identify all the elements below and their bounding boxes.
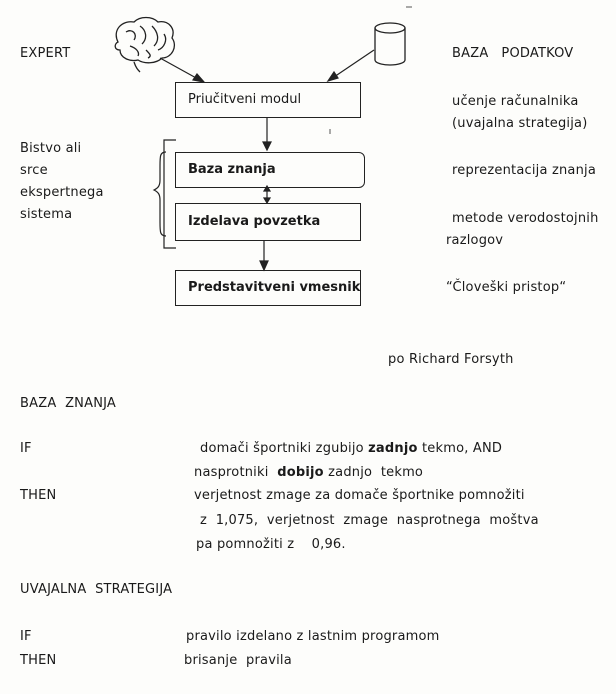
- arrow-expert-to-module: [160, 58, 198, 79]
- then-keyword-2: THEN: [20, 653, 57, 668]
- database-label: BAZA PODATKOV: [452, 46, 574, 61]
- brain-icon: [115, 18, 174, 73]
- if-keyword-2: IF: [20, 629, 32, 644]
- presentation-interface-box: Predstavitveni vmesnik: [175, 270, 361, 306]
- database-cylinder-icon: [375, 23, 405, 65]
- section-title-knowledge-base: BAZA ZNANJA: [20, 396, 117, 411]
- note-learning-2: (uvajalna strategija): [452, 116, 588, 131]
- note-learning-1: učenje računalnika: [452, 94, 579, 109]
- arrow-database-to-module: [334, 50, 374, 77]
- if-keyword: IF: [20, 441, 32, 456]
- knowledge-base-box: Baza znanja: [175, 152, 365, 188]
- section-title-learning-strategy: UVAJALNA STRATEGIJA: [20, 582, 173, 597]
- then-keyword: THEN: [20, 488, 57, 503]
- then-action-line-1: verjetnost zmage za domače športnike pomnožiti: [194, 488, 525, 503]
- then-action-2: brisanje pravila: [184, 653, 292, 668]
- left-label-3: ekspertnega: [20, 185, 104, 200]
- if-condition-2: pravilo izdelano z lastnim programom: [186, 629, 440, 644]
- then-action-line-2: z 1,075, verjetnost zmage nasprotnega moštva: [200, 513, 539, 528]
- left-label-4: sistema: [20, 207, 73, 222]
- note-representation: reprezentacija znanja: [452, 163, 597, 178]
- note-methods-2: razlogov: [446, 233, 504, 248]
- left-label-1: Bistvo ali: [20, 141, 82, 156]
- attribution: po Richard Forsyth: [388, 352, 514, 367]
- learning-module-box: Priučitveni modul: [175, 82, 361, 118]
- left-label-2: srce: [20, 163, 48, 178]
- if-condition-line-2: nasprotniki dobijo zadnjo tekmo: [194, 465, 424, 480]
- summary-box: Izdelava povzetka: [175, 203, 361, 241]
- if-condition-line-1: domači športniki zgubijo zadnjo tekmo, AND: [200, 441, 503, 456]
- expert-label: EXPERT: [20, 46, 71, 61]
- note-human-approach: “Človeški pristop“: [446, 280, 567, 295]
- then-action-line-3: pa pomnožiti z 0,96.: [196, 537, 346, 552]
- note-methods-1: metode verodostojnih: [452, 211, 599, 226]
